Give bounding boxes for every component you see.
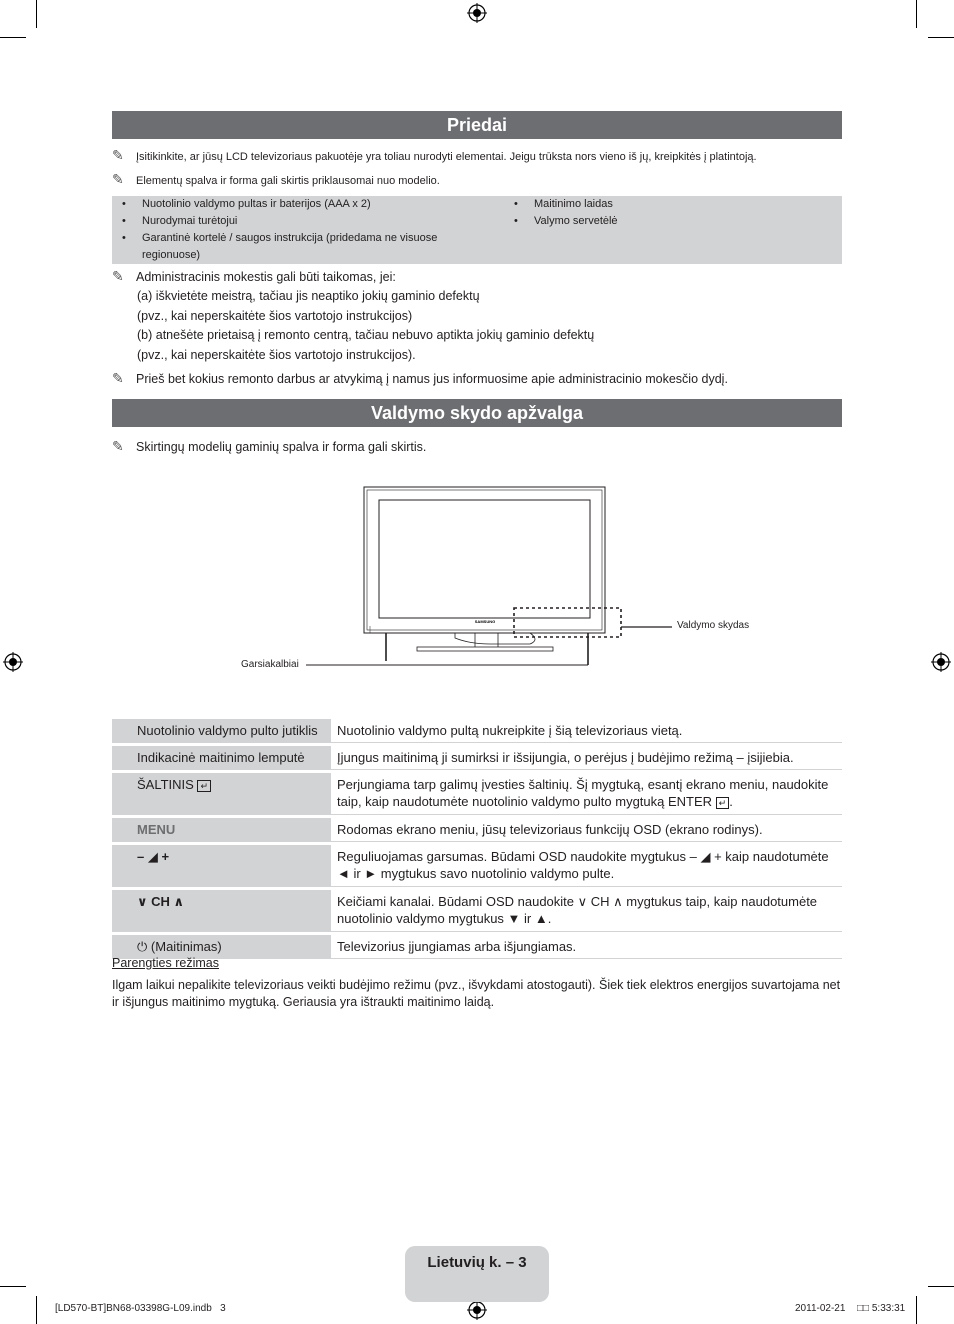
note-package-contents xyxy=(112,147,842,165)
note-repair xyxy=(112,369,842,390)
crop-mark xyxy=(928,1286,954,1287)
pencil-note-icon: ✎ xyxy=(112,171,124,187)
list-item: • Maitinimo laidas xyxy=(504,196,804,213)
crop-mark xyxy=(36,1296,37,1324)
accessories-list xyxy=(112,196,842,264)
table-row xyxy=(112,845,842,887)
source-icon: ↵ xyxy=(197,780,211,792)
fee-line: (pvz., kai neperskaitėte šios vartotojo instrukcijos). xyxy=(137,347,416,362)
crop-mark xyxy=(916,0,917,28)
note-models-differ xyxy=(112,437,426,458)
fee-line: (a) iškvietėte meistrą, tačiau jis neaptiko jokių gaminio defektų xyxy=(137,289,480,303)
control-description-source xyxy=(331,773,842,815)
control-name: ∨ CH ∧ xyxy=(129,890,331,932)
control-name: – ◢ + xyxy=(129,845,331,887)
note-admin-fee xyxy=(112,267,396,288)
control-name: ŠALTINIS xyxy=(137,777,194,792)
control-description: Keičiami kanalai. Būdami OSD naudokite ∨ CH ∧ mygtukus taip, kaip naudotumėte nuotolinio valdymo mygtukus ▼ ir ▲. xyxy=(331,890,842,932)
label-control-panel: Valdymo skydas xyxy=(677,620,750,631)
table-row xyxy=(112,890,842,932)
table-row xyxy=(112,818,842,842)
footer-file: [LD570-BT]BN68-03398G-L09.indb 3 xyxy=(55,1303,226,1314)
registration-mark-icon xyxy=(467,3,487,23)
list-item: • Valymo servetėlė xyxy=(504,213,804,230)
enter-icon: ↵ xyxy=(716,797,730,809)
list-item: • Nurodymai turėtojui xyxy=(112,213,462,230)
crop-mark xyxy=(928,37,954,38)
pencil-note-icon: ✎ xyxy=(112,147,124,163)
pencil-note-icon: ✎ xyxy=(112,268,124,284)
list-item: • Garantinė kortelė / saugos instrukcija (pridedama ne visuose regionuose) xyxy=(112,230,462,264)
tv-brand-logo: SAMSUNG xyxy=(474,619,496,624)
control-description: Nuotolinio valdymo pultą nukreipkite į šią televizoriaus vietą. xyxy=(331,719,842,743)
note-text: Administracinis mokestis gali būti taikomas, jei: xyxy=(136,270,396,284)
control-description: Reguliuojamas garsumas. Būdami OSD naudokite mygtukus – ◢ + kaip naudotumėte ◄ ir ► mygtukus savo nuotolinio valdymo pulte. xyxy=(331,845,842,887)
control-name: MENU xyxy=(129,818,331,842)
crop-mark xyxy=(916,1296,917,1324)
fee-line: (b) atnešėte prietaisą į remonto centrą, tačiau nebuvo aptikta jokių gaminio defektų xyxy=(137,328,595,342)
standby-heading: Parengties režimas xyxy=(112,956,219,970)
registration-mark-icon xyxy=(467,1300,487,1320)
crop-mark xyxy=(0,1286,26,1287)
note-text: Elementų spalva ir forma gali skirtis priklausomai nuo modelio. xyxy=(136,175,440,187)
label-speakers: Garsiakalbiai xyxy=(241,659,299,670)
controls-table xyxy=(112,716,842,962)
control-name: Nuotolinio valdymo pulto jutiklis xyxy=(129,719,331,743)
pencil-note-icon: ✎ xyxy=(112,438,124,454)
footer-time: □□ 5:33:31 xyxy=(857,1303,906,1314)
note-text: Prieš bet kokius remonto darbus ar atvykimą į namus jus informuosime apie administracinio mokesčio dydį. xyxy=(136,372,728,386)
power-icon: ⏻ xyxy=(137,939,148,954)
registration-mark-icon xyxy=(3,652,23,672)
sentence-end: . xyxy=(729,794,733,809)
note-text: Skirtingų modelių gaminių spalva ir forma gali skirtis. xyxy=(136,440,427,454)
section-title-control-panel: Valdymo skydo apžvalga xyxy=(112,399,842,427)
control-description: Rodomas ekrano meniu, jūsų televizoriaus funkcijų OSD (ekrano rodinys). xyxy=(331,818,842,842)
crop-mark xyxy=(0,37,26,38)
accessories-left-column xyxy=(112,196,462,264)
footer-date: 2011-02-21 xyxy=(795,1303,846,1314)
control-description: Įjungus maitinimą ji sumirksi ir išsijungia, o perėjus į budėjimo režimą – įsijiebia. xyxy=(331,746,842,770)
tv-diagram xyxy=(230,480,770,680)
control-name: (Maitinimas) xyxy=(150,939,222,954)
note-text: Įsitikinkite, ar jūsų LCD televizoriaus pakuotėje yra toliau nurodyti elementai. Jeigu trūksta nors vieno iš jų, kreipkitės į platintoją. xyxy=(136,151,757,163)
table-row xyxy=(112,773,842,815)
crop-mark xyxy=(36,0,37,28)
note-color-shape xyxy=(112,171,842,189)
control-description: Perjungiama tarp galimų įvesties šaltinių. Šį mygtuką, esantį ekrano meniu, naudokite taip, kaip naudotumėte nuotolinio valdymo pulto mygtuką ENTER xyxy=(337,777,829,809)
control-description: Televizorius įjungiamas arba išjungiamas. xyxy=(331,935,842,959)
fee-line: (pvz., kai neperskaitėte šios vartotojo instrukcijos) xyxy=(137,308,413,323)
control-name: Indikacinė maitinimo lemputė xyxy=(129,746,331,770)
pencil-note-icon: ✎ xyxy=(112,370,124,386)
list-item: • Nuotolinio valdymo pultas ir baterijos (AAA x 2) xyxy=(112,196,462,213)
page-number-tab xyxy=(405,1246,549,1302)
table-row xyxy=(112,746,842,770)
registration-mark-icon xyxy=(931,652,951,672)
control-name-source xyxy=(129,773,331,815)
standby-text: Ilgam laikui nepalikite televizoriaus veikti budėjimo režimu (pvz., išvykdami atostogauti). Šiek tiek elektros energijos suvartojama net ir išjungus maitinimo mygtuką. Geriausia yra ištraukti maitinimo laidą. xyxy=(112,978,841,1009)
accessories-right-column xyxy=(504,196,804,230)
page-label: Lietuvių k. – 3 xyxy=(427,1254,527,1271)
table-row xyxy=(112,935,842,959)
fee-conditions xyxy=(137,287,837,365)
table-row xyxy=(112,719,842,743)
section-title-priedai: Priedai xyxy=(112,111,842,139)
